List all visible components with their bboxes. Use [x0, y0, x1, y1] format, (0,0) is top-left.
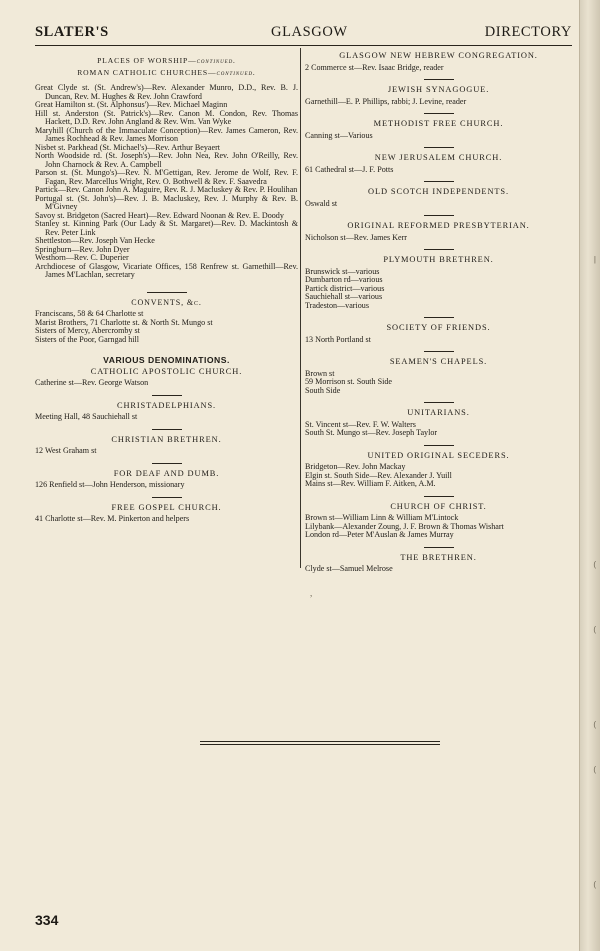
list-item: Great Hamilton st. (St. Alphonsus')—Rev. Michael Maginn	[35, 100, 228, 109]
running-header	[35, 24, 572, 44]
edge-mark: (	[593, 880, 596, 889]
list-item: Dumbarton rd—various	[305, 275, 383, 284]
list-item: Brunswick st—various	[305, 266, 380, 276]
header-rule	[35, 45, 572, 46]
list-item: Sisters of Mercy, Abercromby st	[35, 326, 140, 335]
list-item: Maryhill (Church of the Immaculate Conception)—Rev. James Cameron, Rev. James Rochhead & Rev. James Morrison	[35, 125, 298, 143]
list-item: Tradeston—various	[305, 300, 369, 310]
print-mark: ,	[310, 588, 313, 598]
list-item: 126 Renfield st—John Henderson, missionary	[35, 480, 185, 489]
places-of-worship-heading	[35, 57, 298, 66]
list-item: Savoy st. Bridgeton (Sacred Heart)—Rev. Edward Noonan & Rev. E. Doody	[35, 210, 284, 220]
section-rule	[424, 317, 454, 318]
list-item: Archdiocese of Glasgow, Vicariate Offices, 158 Renfrew st. Garnethill—Rev. James M'Lachlan, secretary	[35, 261, 298, 279]
list-item: North Woodside rd. (St. Joseph's)—Rev. John Nea, Rev. John O'Reilly, Rev. John Charnock & Rev. A. Campbell	[35, 151, 298, 169]
edge-mark: (	[593, 765, 596, 774]
list-item: Partick district—various	[305, 283, 385, 293]
end-rule	[200, 744, 440, 745]
christadelphians-heading: CHRISTADELPHIANS.	[116, 400, 217, 410]
list-item: Hill st. Anderston (St. Patrick's)—Rev. Canon M. Condon, Rev. Thomas Hackett, D.D. Rev. John Angland & Rev. Wm. Van Wyke	[35, 108, 298, 126]
section-rule	[424, 79, 454, 80]
list-item: Parson st. (St. Mungo's)—Rev. N. M'Gettigan, Rev. Jerome de Wolf, Rev. F. Fagan, Rev. Marcellus Wright, Rev. O. Bothwell & Rev. F. Saavedra	[35, 168, 298, 186]
plymouth-brethren-heading: PLYMOUTH BRETHREN.	[383, 255, 494, 264]
list-item: Mains st—Rev. William F. Aitken, A.M.	[305, 479, 436, 488]
list-item: Partick—Rev. Canon John A. Maguire, Rev. R. J. Macluskey & Rev. P. Houlihan	[35, 185, 298, 194]
list-item: Marist Brothers, 71 Charlotte st. & North St. Mungo st	[35, 317, 213, 327]
list-item: Franciscans, 58 & 64 Charlotte st	[35, 309, 144, 318]
list-item: Catherine st—Rev. George Watson	[35, 378, 149, 387]
adjacent-page-edge	[579, 0, 600, 951]
catholic-apostolic-heading: CATHOLIC APOSTOLIC CHURCH.	[90, 366, 243, 376]
list-item: Stanley st. Kinning Park (Our Lady & St. Margaret)—Rev. D. Mackintosh & Rev. Peter Link	[35, 219, 298, 237]
section-rule	[152, 429, 182, 430]
section-rule	[424, 547, 454, 548]
list-item: 13 North Portland st	[305, 334, 371, 344]
list-item: 41 Charlotte st—Rev. M. Pinkerton and helpers	[35, 514, 190, 523]
church-of-christ-heading: CHURCH OF CHRIST.	[390, 501, 487, 511]
list-item: Bridgeton—Rev. John Mackay	[305, 462, 406, 471]
old-scotch-independents-heading: OLD SCOTCH INDEPENDENTS.	[368, 187, 509, 196]
list-item: Great Clyde st. (St. Andrew's)—Rev. Alexander Munro, D.D., Rev. B. J. Duncan, Rev. M. Hughes & Rev. John Crawford	[35, 83, 298, 101]
list-item: Garnethill—E. P. Phillips, rabbi; J. Levine, reader	[305, 96, 467, 106]
list-item: London rd—Peter M'Auslan & James Murray	[305, 530, 454, 539]
deaf-dumb-heading: FOR DEAF AND DUMB.	[113, 468, 220, 478]
jewish-synagogue-heading: JEWISH SYNAGOGUE.	[387, 85, 490, 94]
convents-heading: CONVENTS, &c.	[131, 297, 202, 307]
society-of-friends-heading: SOCIETY OF FRIENDS.	[386, 323, 491, 332]
list-item: South St. Mungo st—Rev. Joseph Taylor	[305, 428, 438, 437]
list-item: Portugal st. (St. John's)—Rev. J. B. Macluskey, Rev. J. Murphy & Rev. B. M'Givney	[35, 193, 298, 211]
list-item: Springburn—Rev. John Dyer	[35, 244, 130, 254]
section-rule	[424, 215, 454, 216]
new-hebrew-congregation-heading: GLASGOW NEW HEBREW CONGREGATION.	[339, 51, 538, 60]
free-gospel-heading: FREE GOSPEL CHURCH.	[111, 502, 222, 512]
roman-catholic-list	[35, 84, 298, 280]
convents-list	[35, 310, 298, 344]
edge-mark: (	[593, 720, 596, 729]
new-jerusalem-church-heading: NEW JERUSALEM CHURCH.	[374, 153, 503, 162]
section-rule	[152, 395, 182, 396]
heading-text: ROMAN CATHOLIC CHURCHES—	[77, 67, 217, 77]
the-brethren-heading: THE BRETHREN.	[400, 552, 477, 562]
list-item: Sisters of the Poor, Garngad hill	[35, 334, 139, 344]
original-reformed-presbyterian-heading: ORIGINAL REFORMED PRESBYTERIAN.	[347, 221, 530, 230]
page-number: 334	[35, 912, 59, 928]
roman-catholic-heading	[35, 69, 298, 78]
list-item: Elgin st. South Side—Rev. Alexander J. Yuill	[305, 470, 452, 480]
list-item: Brown st—William Linn & William M'Lintock	[305, 513, 459, 522]
list-item: Canning st—Various	[305, 130, 373, 140]
list-item: Clyde st—Samuel Melrose	[305, 564, 393, 573]
list-item: Lilybank—Alexander Zoung, J. F. Brown & Thomas Wishart	[305, 521, 504, 531]
list-item: Nisbet st. Parkhead (St. Michael's)—Rev. Arthur Beyaert	[35, 142, 221, 152]
unitarians-heading: UNITARIANS.	[407, 408, 470, 417]
list-item: Westhorn—Rev. C. Duperier	[35, 253, 129, 262]
header-publisher: SLATER'S	[35, 24, 109, 40]
list-item: Nicholson st—Rev. James Kerr	[305, 232, 407, 242]
section-rule	[147, 292, 187, 293]
section-rule	[152, 463, 182, 464]
header-city: GLASGOW	[271, 24, 348, 40]
edge-mark: |	[593, 255, 596, 264]
various-denominations-heading: VARIOUS DENOMINATIONS.	[103, 355, 230, 365]
heading-text: PLACES OF WORSHIP—	[97, 56, 197, 65]
section-rule	[424, 181, 454, 182]
list-item: St. Vincent st—Rev. F. W. Walters	[305, 419, 416, 429]
edge-mark: (	[593, 560, 596, 569]
list-item: South Side	[305, 385, 341, 395]
edge-mark: (	[593, 625, 596, 634]
section-rule	[152, 497, 182, 498]
list-item: 61 Cathedral st—J. F. Potts	[305, 164, 394, 174]
section-rule	[424, 496, 454, 497]
right-column	[305, 52, 572, 574]
list-item: 59 Morrison st. South Side	[305, 377, 393, 386]
section-rule	[424, 351, 454, 352]
section-rule	[424, 113, 454, 114]
end-rule	[200, 741, 440, 742]
list-item: Sauchiehall st—various	[305, 292, 383, 301]
column-divider	[300, 48, 301, 568]
list-item: Oswald st	[305, 198, 338, 208]
seamens-chapels-heading: SEAMEN'S CHAPELS.	[389, 357, 488, 366]
united-original-seceders-heading: UNITED ORIGINAL SECEDERS.	[367, 450, 510, 460]
list-item: 2 Commerce st—Rev. Isaac Bridge, reader	[305, 62, 444, 72]
methodist-free-church-heading: METHODIST FREE CHURCH.	[373, 119, 504, 128]
christian-brethren-heading: CHRISTIAN BRETHREN.	[111, 434, 222, 444]
list-item: Shettleston—Rev. Joseph Van Hecke	[35, 236, 155, 245]
continued-label: continued.	[216, 67, 256, 77]
header-title: DIRECTORY	[484, 24, 572, 40]
list-item: 12 West Graham st	[35, 446, 97, 455]
continued-label: continued.	[196, 56, 236, 65]
left-column	[35, 52, 298, 524]
section-rule	[424, 249, 454, 250]
list-item: Brown st	[305, 368, 335, 378]
section-rule	[424, 445, 454, 446]
section-rule	[424, 402, 454, 403]
section-rule	[424, 147, 454, 148]
list-item: Meeting Hall, 48 Sauchiehall st	[35, 412, 138, 421]
